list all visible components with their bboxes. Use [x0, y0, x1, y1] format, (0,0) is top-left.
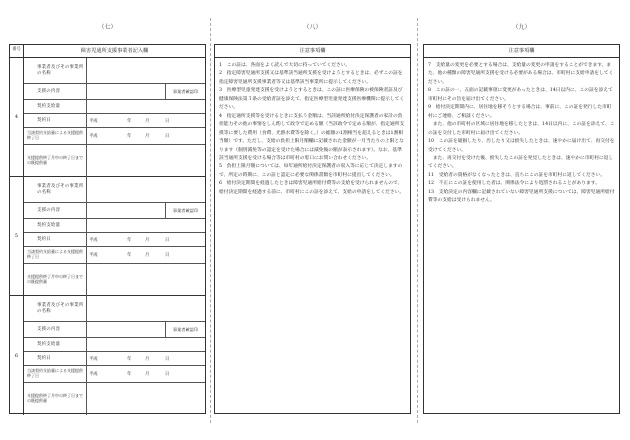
- note-paragraph: 6 給付決定期間を経過したときは障害児通所給付費等の支給を受けられませんので、給付決定期間を経過する前に、市町村にこの証を添えて、支給の申請をしてください。: [219, 181, 405, 195]
- field-value[interactable]: [87, 84, 205, 99]
- field-value[interactable]: [87, 322, 205, 337]
- date-year: 年: [127, 237, 132, 243]
- record-row-remaining: [24, 145, 205, 177]
- field-label: 支援の内容: [24, 84, 87, 99]
- field-label: 事業者及びその事業所の名称: [24, 177, 87, 202]
- fold-line: [210, 18, 211, 423]
- record-row-end-date: [24, 128, 205, 145]
- note-paragraph: 10 この証を破損したり、汚したり又は紛失したときは、速やかに届け出て、再交付を受けてください。: [428, 139, 615, 153]
- field-value[interactable]: [87, 247, 205, 263]
- date-day: 日: [165, 356, 170, 362]
- date-year: 年: [127, 372, 132, 377]
- date-day: 日: [165, 253, 170, 258]
- record-number: 5: [10, 177, 24, 295]
- field-value[interactable]: [87, 100, 205, 113]
- date-month: 月: [145, 237, 150, 243]
- record-row-remaining: [24, 264, 205, 296]
- field-label: 支援提供終了月中の終了日までの既提供量: [24, 145, 87, 177]
- field-label: 契約支給量: [24, 100, 87, 113]
- date-month: 月: [145, 253, 150, 258]
- field-value[interactable]: [87, 338, 205, 351]
- date-day: 日: [165, 372, 170, 377]
- record-row-service: [24, 84, 205, 100]
- note-paragraph: 2 指定障害児通所支援又は基準該当通所支援を受けようとするときは、必ずこの証を指定障害児通所支援事業者等又は基準該当事業所に提示してください。: [219, 71, 403, 85]
- note-paragraph: 8 この証の一、五面の記載事項に変更があったときは、14日以内に、この証を添えて市町村にその旨を届け出てください。: [428, 88, 613, 102]
- field-label: 当該契約支給量による支援提供終了日: [24, 247, 87, 263]
- field-value[interactable]: [87, 296, 205, 321]
- page-number: （八）: [303, 24, 322, 31]
- record-row-provider: [24, 177, 205, 203]
- record-row-service: [24, 322, 205, 338]
- record-row-provider: [24, 296, 205, 322]
- record-row-end-date: [24, 366, 205, 383]
- date-era: 平成: [89, 372, 98, 377]
- field-value[interactable]: [87, 128, 205, 144]
- field-value[interactable]: [87, 366, 205, 382]
- provider-records-panel: [9, 44, 206, 414]
- notes-panel-right: [423, 44, 620, 414]
- note-paragraph: 7 支給量の変更を必要とする場合は、支給量の変更の申請をすることができます。また、他の種類の障害児通所支援を受ける必要がある場合は、市町村に支給申請をしてください。: [428, 63, 614, 85]
- date-year: 年: [127, 253, 132, 258]
- date-month: 月: [145, 356, 150, 362]
- record-row-contract-amount: [24, 219, 205, 233]
- date-era: 平成: [89, 356, 98, 362]
- field-label: 事業者及びその事業所の名称: [24, 296, 87, 321]
- record-block: [10, 296, 205, 415]
- notes-title: 注意事項欄: [424, 45, 619, 58]
- field-value[interactable]: [87, 203, 205, 218]
- page-number: （七）: [98, 24, 117, 31]
- record-row-contract-date: [24, 114, 205, 128]
- date-day: 日: [165, 237, 170, 243]
- record-row-provider: [24, 58, 205, 84]
- field-label: 支援提供終了月中の終了日までの既提供量: [24, 264, 87, 296]
- date-era: 平成: [89, 134, 98, 139]
- field-label: 契約支給量: [24, 338, 87, 351]
- confirm-seal-label: 事業者確認印: [165, 203, 205, 218]
- field-label: 契約支給量: [24, 219, 87, 232]
- field-label: 支援の内容: [24, 203, 87, 218]
- record-row-contract-amount: [24, 100, 205, 114]
- note-paragraph: 1 この証は、各面をよく読んで大切に持っていてください。: [219, 63, 351, 68]
- confirm-seal-label: 事業者確認印: [165, 84, 205, 99]
- record-row-contract-date: [24, 352, 205, 366]
- fold-line: [417, 18, 418, 423]
- note-paragraph: 5 負担上限月額については、毎年通所給付決定保護者の収入等に応じて決定しますので、所定の時期に、この証と認定に必要な関係書類を市町村に提出してください。: [219, 164, 403, 178]
- record-row-end-date: [24, 247, 205, 264]
- field-label: 事業者及びその事業所の名称: [24, 58, 87, 83]
- date-year: 年: [127, 356, 132, 362]
- page-number: （九）: [512, 24, 531, 31]
- date-era: 平成: [89, 253, 98, 258]
- records-title: 障害児通所支援事業者記入欄: [80, 48, 149, 54]
- date-month: 月: [145, 134, 150, 139]
- note-paragraph: 3 医療型児童発達支援を受けようとするときは、この証に医療保険の被保険者証及び健康保険法第３条の受給者証を添えて、指定医療型児童発達支援医療機関に提示してください。: [219, 88, 405, 111]
- date-year: 年: [127, 134, 132, 139]
- note-paragraph: 12 不正にこの証を使用した者は、関係法令により処罰されることがあります。: [428, 181, 600, 187]
- date-year: 年: [127, 118, 132, 124]
- field-value[interactable]: [87, 264, 205, 296]
- field-value[interactable]: [87, 219, 205, 232]
- field-label: 契約日: [24, 114, 87, 127]
- number-header: 番号: [10, 45, 24, 57]
- confirm-seal-label: 事業者確認印: [165, 322, 205, 337]
- field-value[interactable]: [87, 58, 205, 83]
- date-month: 月: [145, 372, 150, 377]
- record-row-contract-date: [24, 233, 205, 247]
- date-day: 日: [165, 134, 170, 139]
- date-month: 月: [145, 118, 150, 124]
- record-number: 4: [10, 58, 24, 176]
- field-value[interactable]: [87, 145, 205, 177]
- field-label: 支援提供終了月中の終了日までの既提供量: [24, 383, 87, 415]
- note-paragraph: また、他の市町村の区域に居住地を移したときは、14日以内に、この証を添えて、この証を交付した市町村に届け出てください。: [428, 122, 615, 136]
- note-paragraph: 13 支給決定の内容欄に記載されていない障害児通所支援については、障害児通所給付費等の支給は受けられません。: [428, 189, 615, 204]
- field-value[interactable]: [87, 114, 205, 127]
- record-block: [10, 177, 205, 296]
- date-day: 日: [165, 118, 170, 124]
- note-paragraph: 9 給付決定期間内に、居住地を移そうとする場合は、事前に、この証を発行した市町村にご連絡、ご相談ください。: [428, 105, 612, 119]
- field-label: 支援の内容: [24, 322, 87, 337]
- note-paragraph: 4 指定通所支援等を受けるときに支払う金額は、当該通所給付決定保護者の家計の負担能力その他の事情をしん酌して政令で定める額（当該政令で定める額が、指定通所支援等に要した費用（食費、光熱水費等を除く。）の総額の1割相当を超えるときは1割相当額）です。ただし、支給の負担上限月額欄に記載された金額が一月当たりの上限となります（個別減免等の認定を受けた場合には減免後の額が表示されます）。なお、基準該当通所支援を受ける場合等は市町村の窓口にお問い合わせください。: [219, 113, 405, 161]
- field-value[interactable]: [87, 177, 205, 202]
- note-paragraph: 11 受給者の資格がなくなったときは、直ちにこの証を市町村に返してください。: [428, 172, 606, 178]
- field-label: 契約日: [24, 352, 87, 365]
- notes-title: 注意事項欄: [215, 45, 410, 58]
- record-row-service: [24, 203, 205, 219]
- date-era: 平成: [89, 118, 98, 124]
- date-era: 平成: [89, 237, 98, 243]
- records-header: [10, 45, 205, 58]
- notes-panel-left: [214, 44, 411, 414]
- record-row-contract-amount: [24, 338, 205, 352]
- record-block: [10, 58, 205, 177]
- note-paragraph: また、再交付を受けた後、紛失したこの証を発見したときは、速やかに市町村に返してください。: [428, 155, 614, 170]
- notes-body: [428, 62, 615, 206]
- record-number: 6: [10, 296, 24, 415]
- notes-body: [219, 62, 406, 197]
- field-value[interactable]: [87, 233, 205, 246]
- field-label: 当該契約支給量による支援提供終了日: [24, 128, 87, 144]
- field-label: 契約日: [24, 233, 87, 246]
- field-value[interactable]: [87, 383, 205, 415]
- field-label: 当該契約支給量による支援提供終了日: [24, 366, 87, 382]
- field-value[interactable]: [87, 352, 205, 365]
- record-row-remaining: [24, 383, 205, 415]
